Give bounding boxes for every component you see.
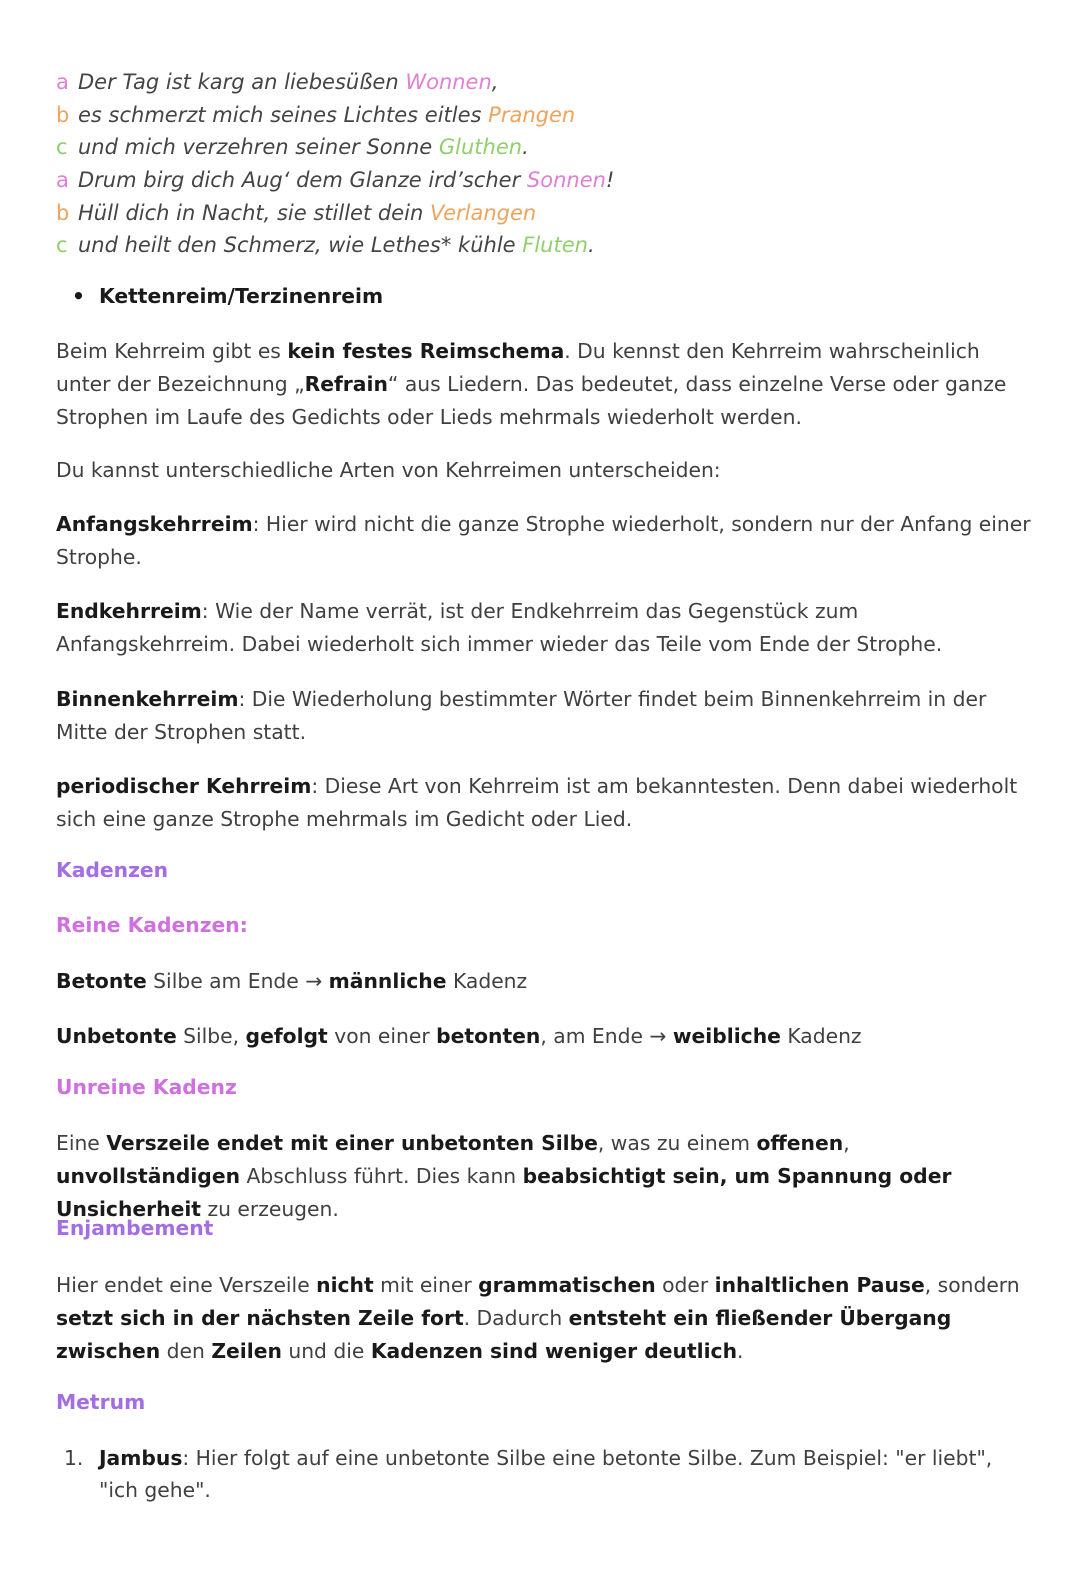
rhyme-word: Wonnen <box>405 70 492 94</box>
term: Endkehrreim <box>56 599 202 623</box>
text: “ aus Liedern. Das bedeutet, dass einzelne Verse oder ganze Strophen im Laufe des Gedichts oder Lieds mehrmals wiederholt werden. <box>56 372 1007 429</box>
text-bold: weibliche <box>672 1024 781 1048</box>
text: , was zu einem <box>597 1131 757 1155</box>
text-bold: beabsichtigt sein, um Spannung oder Unsicherheit <box>56 1164 952 1221</box>
list-number: 1. <box>64 1446 84 1470</box>
text: Eine <box>56 1131 107 1155</box>
text: Abschluss führt. Dies kann <box>240 1164 523 1188</box>
text-bold: gefolgt <box>245 1024 328 1048</box>
text: . <box>737 1339 744 1363</box>
verse-punct: . <box>587 233 595 258</box>
anfangskehrreim-paragraph <box>56 508 1036 574</box>
text-bold: Refrain <box>304 372 388 396</box>
rhyme-word: Prangen <box>488 102 576 127</box>
verse-text: es schmerzt mich seines Lichtes eitles <box>78 102 489 127</box>
text: , sondern <box>924 1273 1020 1297</box>
text: , <box>843 1131 850 1155</box>
bullet-dot: • <box>72 284 85 308</box>
rhyme-letter: a <box>56 70 69 94</box>
bullet-label: Kettenreim/Terzinenreim <box>99 284 384 308</box>
text: : Hier wird nicht die ganze Strophe wiederholt, sondern nur der Anfang einer Strophe. <box>56 512 1031 569</box>
text: Silbe, <box>176 1024 246 1048</box>
rhyme-letter: a <box>56 168 69 193</box>
text: mit einer <box>373 1273 479 1297</box>
poem-line <box>56 197 614 230</box>
text-bold: entsteht ein fließender Übergang zwischen <box>56 1306 952 1363</box>
rhyme-letter: b <box>56 102 70 127</box>
text-bold: nicht <box>316 1273 374 1297</box>
enjambement-paragraph <box>56 1269 1036 1368</box>
bullet-item <box>72 284 383 308</box>
poem-line <box>56 99 614 132</box>
unreine-kadenz-paragraph <box>56 1127 1036 1226</box>
metrum-heading: Metrum <box>56 1390 146 1414</box>
unreine-kadenz-heading: Unreine Kadenz <box>56 1075 237 1099</box>
text: : Die Wiederholung bestimmter Wörter findet beim Binnenkehrreim in der Mitte der Strophen statt. <box>56 687 987 744</box>
rhyme-letter: c <box>56 135 68 160</box>
text-bold: unvollständigen <box>56 1164 241 1188</box>
rhyme-word: Verlangen <box>429 200 537 225</box>
text: : Hier folgt auf eine unbetonte Silbe eine betonte Silbe. Zum Beispiel: "er liebt", "ich gehe". <box>99 1446 993 1502</box>
rhyme-word: Gluthen <box>438 135 523 160</box>
text: : Diese Art von Kehrreim ist am bekanntesten. Denn dabei wiederholt sich eine ganze Strophe mehrmals im Gedicht oder Lied. <box>56 774 1018 831</box>
term: Binnenkehrreim <box>56 687 239 711</box>
poem-line <box>56 164 614 197</box>
binnenkehrreim-paragraph <box>56 683 1036 749</box>
text: Silbe am Ende → <box>146 969 329 993</box>
term: periodischer Kehrreim <box>56 774 312 798</box>
verse-punct: ! <box>605 168 615 193</box>
verse-text: und heilt den Schmerz, wie Lethes* kühle <box>78 233 523 258</box>
weibliche-kadenz-line <box>56 1020 1036 1053</box>
rhyme-letter: b <box>56 200 70 225</box>
poem <box>56 66 614 262</box>
text: zu erzeugen. <box>201 1197 339 1221</box>
text: Hier endet eine Verszeile <box>56 1273 317 1297</box>
term: Anfangskehrreim <box>56 512 253 536</box>
text: : Wie der Name verrät, ist der Endkehrreim das Gegenstück zum Anfangskehrreim. Dabei wiederholt sich immer wieder das Teile vom Ende der Strophe. <box>56 599 943 656</box>
text-bold: betonten <box>436 1024 541 1048</box>
text-bold: Zeilen <box>211 1339 282 1363</box>
text-bold: Verszeile endet mit einer unbetonten Silbe <box>106 1131 598 1155</box>
text-bold: inhaltlichen Pause <box>714 1273 925 1297</box>
metrum-list-item <box>64 1442 1024 1506</box>
text-bold: grammatischen <box>478 1273 656 1297</box>
verse-text: und mich verzehren seiner Sonne <box>78 135 439 160</box>
rhyme-word: Sonnen <box>526 168 606 193</box>
rhyme-word: Fluten <box>522 233 588 258</box>
rhyme-letter: c <box>56 233 68 258</box>
text: . Du kennst den Kehrreim wahrscheinlich unter der Bezeichnung „ <box>56 339 980 396</box>
text-bold: männliche <box>328 969 447 993</box>
verse-text: Hüll dich in Nacht, sie stillet dein <box>78 200 430 225</box>
text-bold: Kadenzen sind weniger deutlich <box>370 1339 738 1363</box>
text: , am Ende → <box>540 1024 673 1048</box>
kehrreim-intro <box>56 335 1036 434</box>
periodischer-kehrreim-paragraph <box>56 770 1036 836</box>
verse-text: Der Tag ist karg an liebesüßen <box>78 70 406 94</box>
text-bold: offenen <box>756 1131 844 1155</box>
poem-line <box>56 131 614 164</box>
kehrreim-arten: Du kannst unterschiedliche Arten von Kehrreimen unterscheiden: <box>56 458 721 482</box>
term: Jambus <box>99 1446 183 1470</box>
text: Kadenz <box>780 1024 862 1048</box>
kadenzen-heading: Kadenzen <box>56 858 169 882</box>
verse-punct: . <box>522 135 529 160</box>
verse-punct: , <box>491 70 499 94</box>
maennliche-kadenz-line <box>56 965 1036 998</box>
verse-text: Drum birg dich Aug‘ dem Glanze ird’scher <box>78 168 527 193</box>
text-bold: setzt sich in der nächsten Zeile fort <box>56 1306 464 1330</box>
text-bold: Betonte <box>56 969 147 993</box>
endkehrreim-paragraph <box>56 595 1036 661</box>
poem-line <box>56 229 614 262</box>
text: Beim Kehrreim gibt es <box>56 339 288 363</box>
reine-kadenzen-heading: Reine Kadenzen: <box>56 913 248 937</box>
text-bold: kein festes Reimschema <box>287 339 565 363</box>
poem-line <box>56 66 614 99</box>
text: von einer <box>327 1024 437 1048</box>
text: oder <box>655 1273 715 1297</box>
text: den <box>160 1339 212 1363</box>
text: und die <box>281 1339 371 1363</box>
text: . Dadurch <box>463 1306 569 1330</box>
text-bold: Unbetonte <box>56 1024 177 1048</box>
text: Kadenz <box>446 969 528 993</box>
enjambement-heading: Enjambement <box>56 1216 214 1240</box>
